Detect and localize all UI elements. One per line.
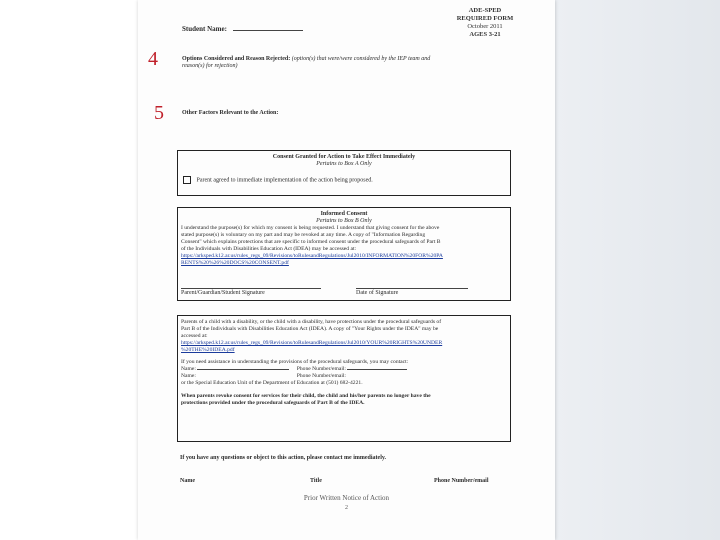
consent-info-link[interactable]: https://arksped.k12.ar.us/rules_regs_09/Revisions/toRulesandRegulations/Jul2010/INFORMATION%20FOR%20PA: [181, 253, 443, 259]
rights-link[interactable]: https://arksped.k12.ar.us/rules_regs_09/Revisions/toRulesandRegulations/Jul2010/YOUR%20RIGHTS%20UNDER: [181, 340, 443, 346]
contact-row-1: [181, 366, 507, 373]
safeguards-body: [178, 316, 510, 407]
safeguards-box: [177, 315, 511, 442]
footer-title-label: Title: [310, 478, 322, 484]
contact-name-line[interactable]: [197, 369, 289, 370]
left-margin: [0, 0, 138, 540]
informed-consent-box: [177, 207, 511, 301]
form-ages: AGES 3-21: [469, 31, 501, 38]
signature-label: Parent/Guardian/Student Signature: [181, 290, 265, 296]
informed-consent-line: stated purpose(s) is voluntary on my part and may be revoked at any time. A copy of "Information Regarding: [181, 232, 426, 238]
step-4-text-2: reason(s) for rejection): [182, 63, 238, 69]
safeguards-line: Part B of the Individuals with Disabilities Education Act (IDEA). A copy of "Your Rights under the IDEA" may be: [181, 326, 439, 332]
footer-page-number: 2: [345, 505, 348, 511]
informed-consent-line: Consent" which explains protections that are specific to informed consent under the procedural safeguards of Part B: [181, 239, 441, 245]
footer-phone-label: Phone Number/email: [434, 478, 489, 484]
step-5-number: 5: [154, 102, 164, 124]
revoke-line-2: protections provided under the procedural safeguards of Part B of the IDEA.: [181, 400, 365, 406]
date-label: Date of Signature: [356, 290, 399, 296]
consent-title: Consent Granted for Action to Take Effect Immediately: [272, 154, 416, 160]
contact-row-2: [181, 373, 507, 380]
consent-checkbox[interactable]: [183, 176, 191, 184]
consent-checkbox-text: Parent agreed to immediate implementation of the action being proposed.: [196, 177, 373, 184]
safeguards-line: Parents of a child with a disability, or the child with a disability, have protections under the procedural safeguards of: [181, 319, 442, 325]
informed-consent-title: Informed Consent: [320, 211, 368, 217]
consent-box: [177, 150, 511, 196]
student-name-field[interactable]: [182, 25, 303, 33]
step-4-number: 4: [148, 48, 158, 70]
consent-checkbox-row[interactable]: [183, 176, 510, 184]
footer-doc-title: Prior Written Notice of Action: [303, 494, 390, 502]
contact-name-label-2: Name:: [181, 373, 196, 379]
informed-consent-body: [178, 225, 510, 267]
footer-name-label: Name: [180, 478, 195, 484]
right-margin: [555, 0, 720, 540]
revoke-line-1: When parents revoke consent for services for their child, the child and his/her parents no longer have the: [181, 393, 431, 399]
date-line[interactable]: [356, 288, 468, 289]
informed-consent-subtitle: Pertains to Box B Only: [316, 218, 372, 224]
assist-line: If you need assistance in understanding the provisions of the procedural safeguards, you may contact:: [181, 359, 409, 365]
student-name-line: [233, 30, 303, 31]
student-name-label: Student Name:: [182, 25, 227, 33]
consent-info-link-cont[interactable]: RENTS%20%26%20DOCS%20CONSENT.pdf: [181, 260, 289, 266]
required-form: REQUIRED FORM: [456, 15, 514, 22]
form-date: October 2011: [467, 23, 503, 30]
signature-line[interactable]: [181, 288, 321, 289]
informed-consent-line: I understand the purpose(s) for which my consent is being requested. I understand that giving consent for the above: [181, 225, 440, 231]
form-header: [440, 7, 530, 39]
contact-phone-line[interactable]: [347, 369, 407, 370]
safeguards-line: accessed at:: [181, 333, 208, 339]
contact-phone-label: Phone Number/email:: [296, 366, 346, 372]
step-5-label: Other Factors Relevant to the Action:: [182, 110, 279, 116]
or-line: or the Special Education Unit of the Department of Education at (501) 682-4221.: [181, 380, 363, 386]
form-code: ADE-SPED: [468, 7, 502, 14]
consent-subtitle: Pertains to Box A Only: [316, 161, 372, 167]
informed-consent-line: of the Individuals with Disabilities Education Act (IDEA) may be accessed at:: [181, 246, 357, 252]
document-page: [138, 0, 555, 540]
contact-phone-label-2: Phone Number/email:: [296, 373, 346, 379]
step-4-text-1: (option(s) that were/were considered by the IEP team and: [291, 56, 431, 62]
step-4-section: [182, 56, 512, 70]
rights-link-cont[interactable]: %20THE%20IDEA.pdf: [181, 347, 235, 353]
contact-instruction: If you have any questions or object to this action, please contact me immediately.: [180, 455, 387, 461]
step-4-label: Options Considered and Reason Rejected:: [182, 56, 291, 62]
contact-name-label: Name:: [181, 366, 196, 372]
